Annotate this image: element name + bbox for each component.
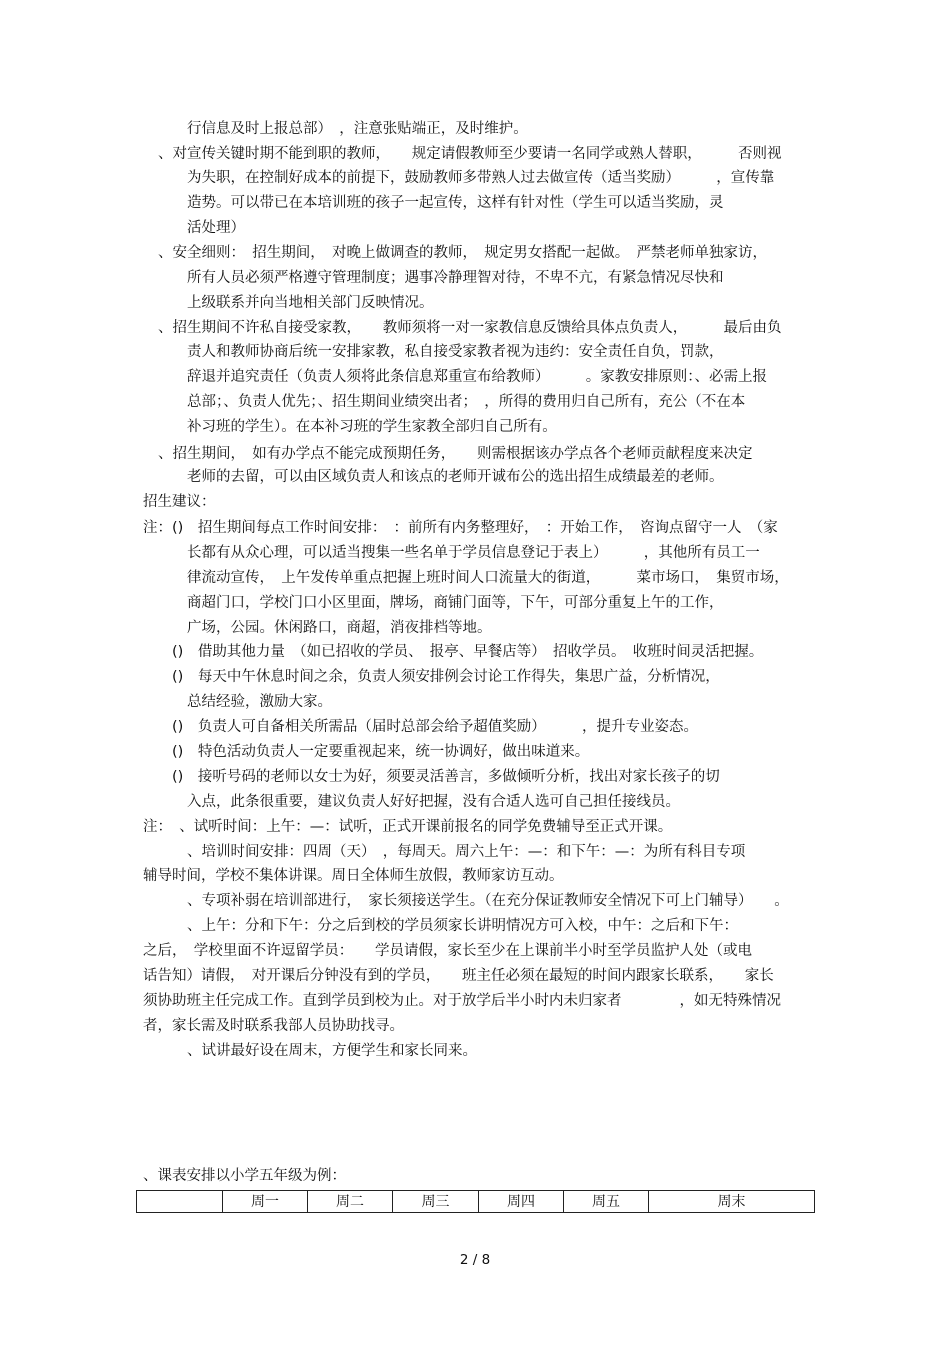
text-line: 、培训时间安排：四周（天） ，每周天。周六上午：—：和下午：—：为所有科目专项	[187, 844, 746, 860]
text-line: () 接听号码的老师以女士为好，须要灵活善言，多做倾听分析，找出对家长孩子的切	[172, 769, 720, 785]
text-line: 老师的去留，可以由区域负责人和该点的老师开诚布公的选出招生成绩最差的老师。	[187, 469, 724, 485]
text-line: 、上午：分和下午：分之后到校的学员须家长讲明情况方可入校，中午：之后和下午：	[187, 918, 738, 934]
text-line: 广场，公园。休闲路口，商超，消夜排档等地。	[187, 620, 492, 636]
text-line: 者，家长需及时联系我部人员协助找寻。	[143, 1018, 404, 1034]
text-line: 所有人员必须严格遵守管理制度；遇事冷静理智对待，不卑不亢，有紧急情况尽快和	[187, 270, 724, 286]
table-header-row	[137, 1191, 815, 1213]
table-caption: 、课表安排以小学五年级为例：	[143, 1168, 346, 1184]
text-line: () 每天中午休息时间之余，负责人须安排例会讨论工作得失，集思广益，分析情况，	[172, 669, 720, 685]
text-line: 话告知）请假， 对开课后分钟没有到的学员， 班主任必须在最短的时间内跟家长联系， 家长	[143, 968, 774, 984]
table-header-cell: 周二	[308, 1191, 393, 1213]
table-header-cell: 周四	[479, 1191, 564, 1213]
text-line: 长都有从众心理，可以适当搜集一些名单于学员信息登记于表上） ，其他所有员工一	[187, 545, 760, 561]
text-line: 、对宣传关键时期不能到职的教师， 规定请假教师至少要请一名同学或熟人替职， 否则视	[158, 146, 782, 162]
text-line: 、专项补弱在培训部进行， 家长须接送学生。（在充分保证教师安全情况下可上门辅导） 。	[187, 893, 789, 909]
text-line: 商超门口，学校门口小区里面，牌场，商铺门面等，下午，可部分重复上午的工作，	[187, 595, 724, 611]
text-line: 补习班的学生）。在本补习班的学生家教全部归自己所有。	[187, 419, 557, 435]
text-line: 、招生期间， 如有办学点不能完成预期任务， 则需根据该办学点各个老师贡献程度来决定	[158, 446, 753, 462]
table-header-cell: 周末	[649, 1191, 815, 1213]
text-line: () 负责人可自备相关所需品（届时总部会给予超值奖励） ，提升专业姿态。	[172, 719, 699, 735]
text-line: 、试讲最好设在周末，方便学生和家长同来。	[187, 1043, 477, 1059]
page-number: 2 / 8	[459, 1252, 491, 1268]
text-line: 责人和教师协商后统一安排家教，私自接受家教者视为违约：安全责任自负，罚款，	[187, 344, 724, 360]
table-header-cell: 周五	[564, 1191, 649, 1213]
text-line: () 特色活动负责人一定要重视起来，统一协调好，做出味道来。	[172, 744, 590, 760]
text-line: () 借助其他力量 （如已招收的学员、 报亭、早餐店等） 招收学员。 收班时间灵活把握。	[172, 644, 764, 660]
section-heading: 招生建议：	[143, 494, 216, 510]
text-line: 总部；、负责人优先；、招生期间业绩突出者； ，所得的费用归自己所有，充公（不在本	[187, 394, 746, 410]
text-line: 之后， 学校里面不许逗留学员： 学员请假，家长至少在上课前半小时至学员监护人处（或电	[143, 943, 752, 959]
table-header-cell: 周一	[223, 1191, 308, 1213]
text-line: 总结经验，激励大家。	[187, 694, 332, 710]
text-line: 上级联系并向当地相关部门反映情况。	[187, 295, 434, 311]
text-line: 活处理）	[187, 220, 245, 236]
schedule-table	[136, 1190, 815, 1213]
table-header-cell	[137, 1191, 223, 1213]
text-line: 造势。可以带已在本培训班的孩子一起宣传，这样有针对性（学生可以适当奖励，灵	[187, 195, 724, 211]
text-line: 辅导时间，学校不集体讲课。周日全体师生放假，教师家访互动。	[143, 868, 564, 884]
text-line: 辞退并追究责任（负责人须将此条信息郑重宣布给教师） 。家教安排原则：、必需上报	[187, 369, 767, 385]
text-line: 为失职，在控制好成本的前提下，鼓励教师多带熟人过去做宣传（适当奖励） ，宣传靠	[187, 170, 775, 186]
text-line: 行信息及时上报总部） ，注意张贴端正，及时维护。	[187, 121, 528, 137]
text-line: 、招生期间不许私自接受家教， 教师须将一对一家教信息反馈给具体点负责人， 最后由负	[158, 320, 782, 336]
table-header-cell: 周三	[393, 1191, 479, 1213]
text-line: 入点，此条很重要，建议负责人好好把握，没有合适人选可自己担任接线员。	[187, 794, 680, 810]
text-line: 注： 、试听时间：上午：—：试听，正式开课前报名的同学免费辅导至正式开课。	[143, 819, 673, 835]
text-line: 律流动宣传， 上午发传单重点把握上班时间人口流量大的街道， 菜市场口， 集贸市场，	[187, 570, 789, 586]
text-line: 注：() 招生期间每点工作时间安排： ：前所有内务整理好， ：开始工作， 咨询点留守一人 （家	[143, 520, 778, 536]
text-line: 须协助班主任完成工作。直到学员到校为止。对于放学后半小时内未归家者 ，如无特殊情况	[143, 993, 781, 1009]
text-line: 、安全细则： 招生期间， 对晚上做调查的教师， 规定男女搭配一起做。 严禁老师单独家访，	[158, 245, 767, 261]
